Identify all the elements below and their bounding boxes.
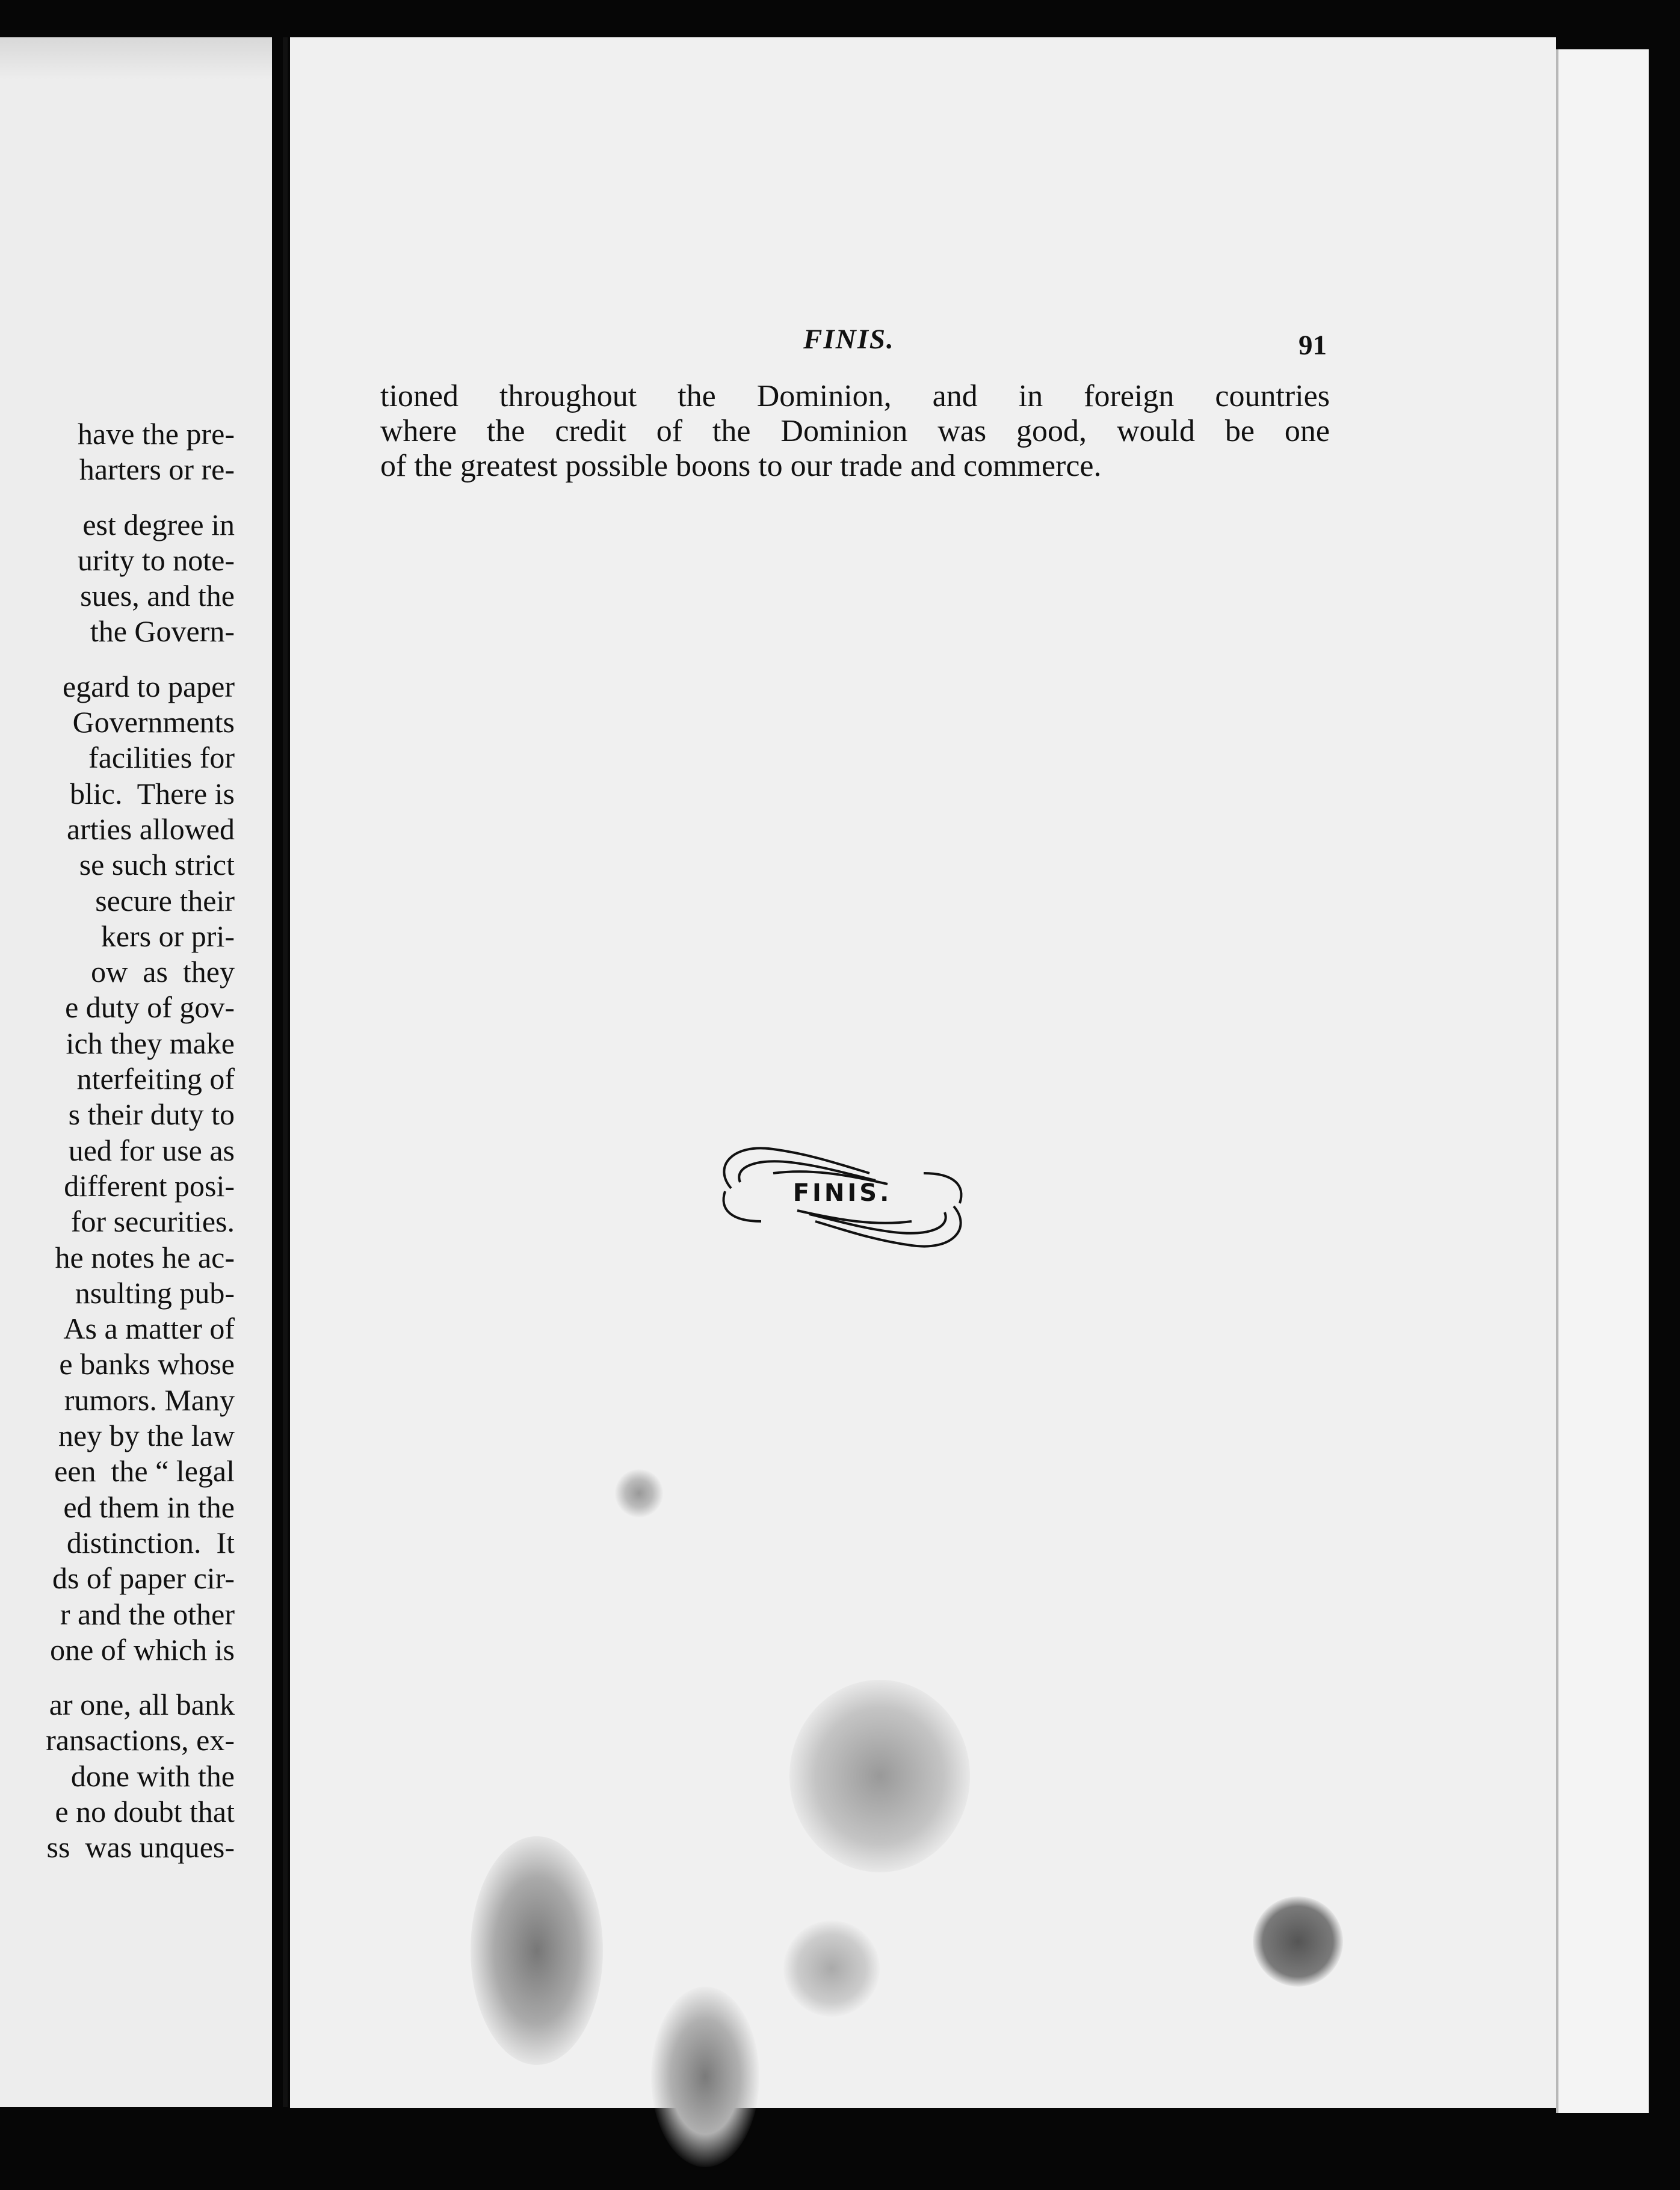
torn-edge [0, 37, 272, 79]
facing-page-line: nterfeiting of [76, 1062, 235, 1096]
facing-page-line: have the pre- [78, 417, 235, 451]
paragraph-gap [46, 488, 235, 507]
water-stain [471, 1836, 603, 2065]
facing-page-line: done with the [70, 1759, 235, 1793]
facing-page-line: s their duty to [68, 1097, 235, 1132]
facing-page-line: one of which is [50, 1632, 235, 1667]
water-stain [789, 1680, 970, 1872]
page-number: 91 [1299, 330, 1327, 361]
facing-page-line: blic. There is [70, 776, 235, 810]
text-line: tioned throughout the Dominion, and in foreign countries [380, 379, 1330, 413]
paragraph-gap [46, 1668, 235, 1687]
facing-page-line: ney by the law [58, 1419, 235, 1453]
facing-page-line: e banks whose [59, 1347, 235, 1381]
facing-page-line: nsulting pub- [75, 1275, 235, 1310]
facing-page-line: rumors. Many [64, 1383, 235, 1417]
facing-page-line: ow as they [91, 955, 235, 989]
facing-page-line: secure their [95, 883, 235, 918]
running-head: FINIS. [803, 324, 895, 355]
facing-page-line: e duty of gov- [65, 990, 235, 1025]
facing-page-line: sues, and the [80, 579, 235, 613]
binding-gutter [283, 37, 288, 2107]
finis-ornament [707, 1131, 978, 1263]
facing-page-line: different posi- [64, 1168, 235, 1203]
facing-page-line: een the “ legal [54, 1454, 235, 1488]
facing-page [0, 37, 272, 2107]
facing-page-text [46, 416, 235, 1866]
text-line: where the credit of the Dominion was good, would be one [380, 414, 1330, 448]
facing-page-line: ich they make [66, 1026, 235, 1060]
facing-page-line: he notes he ac- [55, 1240, 235, 1274]
paragraph-gap [46, 650, 235, 669]
facing-page-line: for securities. [70, 1204, 235, 1239]
facing-page-line: ds of paper cir- [52, 1561, 235, 1596]
water-stain [651, 1987, 759, 2167]
facing-page-line: ss was unques- [46, 1830, 235, 1865]
facing-page-line: ar one, all bank [49, 1688, 235, 1722]
facing-page-line: e no doubt that [55, 1794, 235, 1828]
water-stain [783, 1920, 880, 2017]
facing-page-line: As a matter of [63, 1312, 235, 1346]
facing-page-line: distinction. It [66, 1525, 235, 1559]
facing-page-line: ued for use as [68, 1133, 235, 1167]
facing-page-line: kers or pri- [100, 919, 235, 953]
facing-page-line: est degree in [82, 507, 235, 541]
facing-page-line: egard to paper [63, 669, 235, 703]
text-line: of the greatest possible boons to our trade and commerce. [380, 449, 1102, 483]
book-page [290, 37, 1556, 2108]
facing-page-line: Governments [72, 705, 235, 739]
facing-page-line: ed them in the [63, 1490, 235, 1524]
ornament-label: FINIS. [792, 1179, 892, 1207]
facing-page-line: urity to note- [77, 543, 235, 577]
water-stain [1253, 1896, 1343, 1987]
facing-page-line: arties allowed [66, 812, 235, 846]
facing-page-line: r and the other [60, 1597, 235, 1631]
facing-page-line: the Govern- [90, 614, 235, 649]
facing-page-line: harters or re- [79, 452, 235, 487]
facing-page-line: ransactions, ex- [46, 1723, 235, 1757]
page-edge [1556, 49, 1649, 2113]
water-stain [615, 1469, 663, 1517]
facing-page-line: se such strict [79, 848, 235, 882]
body-paragraph [380, 379, 1330, 484]
facing-page-line: facilities for [88, 741, 235, 775]
